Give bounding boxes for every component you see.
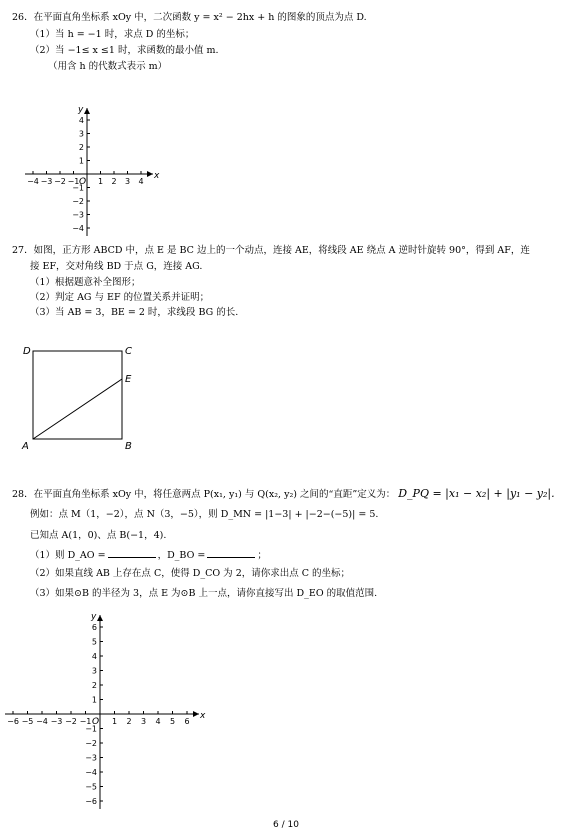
answer-blank-dbo[interactable]: [207, 548, 255, 558]
q27-square-figure: [18, 342, 138, 454]
q27-part1: （1）根据题意补全图形；: [30, 277, 141, 288]
y-axis-name: y: [91, 612, 97, 622]
x-tick-label: −1: [79, 717, 92, 726]
q27-stem-line2: 接 EF，交对角线 BD 于点 G，连接 AG.: [30, 261, 203, 272]
y-tick-label: −3: [85, 753, 97, 763]
x-tick-label: −6: [7, 717, 19, 726]
x-tick-label: −3: [50, 717, 63, 726]
x-axis-arrow: [147, 171, 153, 177]
q28-given: 已知点 A(1，0)、点 B(−1，4).: [30, 530, 167, 541]
y-tick-label: −2: [85, 739, 97, 748]
label-a: A: [22, 441, 29, 452]
y-tick-label: −1: [72, 183, 84, 193]
x-tick-label: 5: [169, 717, 176, 726]
q26-part2-note: （用含 h 的代数式表示 m）: [48, 61, 168, 72]
q28-example: 例如：点 M（1，−2），点 N（3，−5），则 D_MN = |1−3| + |−2−(−5)| = 5.: [30, 509, 379, 520]
origin-label: O: [79, 177, 87, 187]
y-tick-label: −1: [85, 724, 97, 734]
x-tick-label: 1: [97, 177, 104, 186]
q28-part1-a: （1）则 D_AO =: [30, 550, 106, 561]
x-tick-label: 3: [124, 177, 131, 186]
x-tick-label: −4: [27, 177, 39, 186]
q27-stem-line1: 27．如图，正方形 ABCD 中，点 E 是 BC 边上的一个动点，连接 AE，将线段 AE 绕点 A 逆时针旋转 90°，得到 AF，连: [12, 245, 530, 256]
y-tick-label: −6: [85, 797, 97, 806]
x-tick-label: −4: [36, 717, 48, 726]
y-tick-label: −4: [85, 768, 97, 777]
y-tick-label: 3: [78, 129, 84, 139]
label-b: B: [125, 441, 132, 452]
y-tick-label: 5: [91, 637, 97, 647]
y-tick-label: −3: [72, 210, 84, 220]
q28-part1-b: ，D_BO =: [157, 550, 206, 561]
q28-stem-formula: D_PQ = |x₁ − x₂| + |y₁ − y₂|.: [398, 487, 555, 500]
y-axis-arrow: [84, 108, 90, 114]
y-tick-label: 4: [91, 652, 97, 661]
x-tick-label: 2: [111, 177, 117, 186]
q28-part2: （2）如果直线 AB 上存在点 C，使得 D_CO 为 2，请你求出点 C 的坐标；: [30, 568, 351, 579]
x-tick-label: 4: [155, 717, 161, 726]
q28-part3: （3）如果⊙B 的半径为 3，点 E 为⊙B 上一点，请你直接写出 D_EO 的取值范围.: [30, 588, 378, 599]
y-tick-label: 6: [91, 623, 97, 632]
label-c: C: [125, 346, 132, 357]
label-d: D: [23, 346, 31, 357]
q28-stem: [12, 488, 555, 501]
x-axis-name: x: [154, 171, 160, 181]
x-tick-label: 3: [140, 717, 147, 726]
square-abcd: [33, 351, 122, 439]
q28-part1: [30, 548, 267, 562]
segment-ae: [33, 379, 122, 439]
x-tick-label: 1: [111, 717, 118, 726]
y-tick-label: 3: [91, 666, 97, 676]
q27-part2: （2）判定 AG 与 EF 的位置关系并证明；: [30, 292, 210, 303]
q28-part1-c: ；: [257, 550, 267, 561]
q26-part2: （2）当 −1≤ x ≤1 时，求函数的最小值 m.: [30, 45, 219, 56]
y-tick-label: 2: [78, 143, 84, 152]
y-axis-arrow: [97, 615, 103, 621]
q26-coordinate-grid: [15, 90, 165, 240]
x-tick-label: −1: [67, 177, 80, 186]
q26-stem: 26．在平面直角坐标系 xOy 中，二次函数 y = x² − 2hx + h 的图象的顶点为点 D.: [12, 12, 367, 23]
y-tick-label: −2: [72, 197, 84, 206]
x-tick-label: −3: [40, 177, 53, 186]
y-tick-label: 4: [78, 116, 84, 125]
x-axis-arrow: [193, 711, 199, 717]
x-tick-label: 6: [184, 717, 190, 726]
y-tick-label: 1: [91, 695, 97, 705]
q28-stem-text: 28．在平面直角坐标系 xOy 中，将任意两点 P(x₁, y₁) 与 Q(x₂, y₂) 之间的“直距”定义为：: [12, 489, 396, 500]
origin-label: O: [92, 717, 100, 727]
x-tick-label: −5: [21, 717, 34, 726]
answer-blank-dao[interactable]: [108, 548, 156, 558]
y-axis-name: y: [78, 105, 84, 115]
q27-part3: （3）当 AB = 3，BE = 2 时，求线段 BG 的长.: [30, 307, 239, 318]
y-tick-label: −5: [85, 782, 97, 792]
x-tick-label: 2: [126, 717, 132, 726]
x-tick-label: −2: [65, 717, 77, 726]
x-tick-label: 4: [138, 177, 144, 186]
q28-coordinate-grid: [7, 606, 210, 811]
y-tick-label: 1: [78, 156, 84, 166]
y-tick-label: 2: [91, 681, 97, 690]
label-e: E: [125, 374, 132, 385]
y-tick-label: −4: [72, 224, 84, 233]
x-axis-name: x: [200, 711, 206, 721]
page-number: 6 / 10: [273, 820, 299, 830]
q26-part1: （1）当 h = −1 时，求点 D 的坐标；: [30, 29, 195, 40]
x-tick-label: −2: [54, 177, 66, 186]
